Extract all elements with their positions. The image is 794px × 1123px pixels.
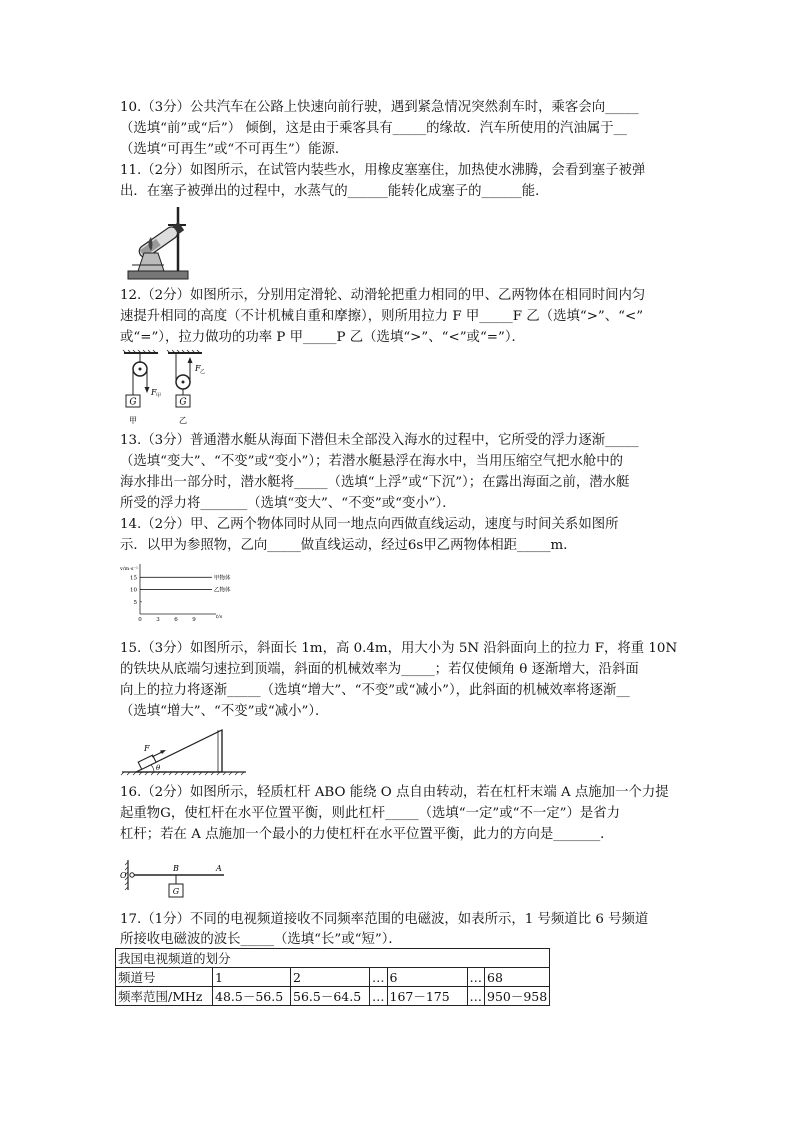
tv-channel-table — [115, 948, 550, 1006]
q14-line-2: 示．以甲为参照物，乙向_____做直线运动，经过6s甲乙两物体相距_____m． — [120, 538, 577, 553]
q17-line-1: 17.（1分）不同的电视频道接收不同频率范围的电磁波，如表所示，1 号频道比 6 号频道 — [120, 912, 649, 927]
pulley-yi-weight-label: G — [179, 397, 187, 408]
q13-line-2: （选填“变大”、“不变”或“变小”）；若潜水艇悬浮在海水中，当用压缩空气把水舱中的 — [120, 454, 624, 469]
chart-legend-entry: 乙物体 — [214, 587, 231, 594]
q15-line-1: 15.（3分）如图所示，斜面长 1m，高 0.4m，用大小为 5N 沿斜面向上的拉力 F，将重 10N — [120, 641, 678, 656]
q11-line-2: 出．在塞子被弹出的过程中，水蒸气的______能转化成塞子的______能． — [120, 184, 549, 199]
q17-line-2: 所接收电磁波的波长_____（选填“长”或“短”）． — [120, 932, 402, 947]
incline-force-label: F — [144, 744, 150, 753]
table-cell: 频道号 — [116, 968, 213, 987]
pulley-yi-force-sub: 乙 — [200, 369, 206, 375]
chart-y-axis-label: v/m·s⁻¹ — [120, 566, 139, 572]
table-cell: 48.5－56.5 — [213, 987, 291, 1006]
table-title-row — [116, 949, 550, 968]
table-cell: 1 — [213, 968, 291, 987]
pulley-yi-force-label: F — [195, 364, 201, 373]
q12-line-3: 或“=”），拉力做功的功率 P 甲_____P 乙（选填“>”、“<”或“=”）． — [120, 330, 525, 345]
q11-line-1: 11.（2分）如图所示，在试管内装些水，用橡皮塞塞住，加热使水沸腾，会看到塞子被弹 — [120, 163, 646, 178]
q13-line-1: 13.（3分）普通潜水艇从海面下潜但未全部没入海水的过程中，它所受的浮力逐渐_____ — [120, 433, 639, 448]
table-row — [116, 968, 550, 987]
q13-line-4: 所受的浮力将_______（选填“变大”、“不变”或“变小”）． — [120, 496, 456, 511]
q10-line-3: （选填“可再生”或“不可再生”）能源． — [120, 142, 349, 157]
table-cell: … — [370, 987, 388, 1006]
table-cell: … — [467, 987, 485, 1006]
chart-y-tick-label: 10 — [130, 587, 137, 594]
chart-x-axis-label: t/s — [216, 614, 223, 620]
table-cell: 6 — [387, 968, 467, 987]
q15-line-3: 向上的拉力将逐渐_____（选填“增大”、“不变”或“减小”），此斜面的机械效率将逐渐__ — [120, 683, 630, 698]
chart-y-tick-label: 15 — [130, 575, 137, 582]
q10-line-2: （选填“前”或“后”） 倾倒，这是由于乘客具有_____的缘故．汽车所使用的汽油属于__ — [120, 121, 628, 136]
table-cell: 56.5－64.5 — [291, 987, 370, 1006]
table-cell: 2 — [291, 968, 370, 987]
q15-line-4: （选填“增大”、“不变”或“减小”）． — [120, 704, 329, 719]
chart-y-tick-label: 5 — [133, 599, 137, 606]
q16-line-2: 起重物G，使杠杆在水平位置平衡，则此杠杆_____（选填“一定”或“不一定”）是省力 — [120, 806, 621, 821]
incline-figure — [118, 724, 248, 776]
lever-point-o: O — [120, 871, 127, 880]
table-cell: 68 — [485, 968, 550, 987]
test-tube-figure — [124, 203, 194, 281]
q14-line-1: 14.（2分）甲、乙两个物体同时从同一地点向西做直线运动，速度与时间关系如图所 — [120, 517, 619, 532]
pulley-jia-weight-label: G — [129, 397, 137, 408]
pulley-figure — [118, 349, 218, 429]
pulley-jia-force-sub: 甲 — [156, 393, 162, 399]
velocity-chart-svg — [118, 562, 231, 628]
table-cell: 167－175 — [387, 987, 467, 1006]
chart-x-tick-label: 9 — [192, 617, 196, 623]
incline-angle-label: θ — [156, 764, 161, 772]
lever-point-b: B — [173, 864, 179, 873]
q16-line-3: 杠杆；若在 A 点施加一个最小的力使杠杆在水平位置平衡，此力的方向是_______． — [120, 827, 614, 842]
table-cell: … — [370, 968, 388, 987]
q16-line-1: 16.（2分）如图所示，轻质杠杆 ABO 能绕 O 点自由转动，若在杠杆末端 A 点施加一个力提 — [120, 785, 669, 800]
table-title: 我国电视频道的划分 — [116, 949, 550, 968]
table-row — [116, 987, 550, 1006]
lever-weight-label: G — [172, 887, 180, 896]
pulley-jia-force-label: F — [151, 388, 157, 397]
q15-line-2: 的铁块从底端匀速拉到顶端，斜面的机械效率为_____；若仅使倾角 θ 逐渐增大，沿斜面 — [120, 662, 639, 677]
chart-x-tick-label: 3 — [156, 617, 160, 623]
chart-legend-entry: 甲物体 — [214, 575, 231, 582]
q12-line-2: 速提升相同的高度（不计机械自重和摩擦），则所用拉力 F 甲_____F 乙（选填“>”、“<” — [120, 309, 644, 324]
lever-point-a: A — [216, 864, 222, 873]
q10-line-1: 10.（3分）公共汽车在公路上快速向前行驶，遇到紧急情况突然刹车时，乘客会向_____ — [120, 100, 639, 115]
q13-line-3: 海水排出一部分时，潜水艇将_____（选填“上浮”或“下沉”）；在露出海面之前，潜水艇 — [120, 475, 630, 490]
chart-x-tick-label: 0 — [138, 617, 142, 623]
q12-line-1: 12.（2分）如图所示，分别用定滑轮、动滑轮把重力相同的甲、乙两物体在相同时间内匀 — [120, 288, 646, 303]
table-cell: … — [467, 968, 485, 987]
table-cell: 频率范围/MHz — [116, 987, 213, 1006]
lever-figure — [118, 856, 230, 902]
pulley-jia-caption: 甲 — [129, 416, 137, 425]
table-cell: 950－958 — [485, 987, 550, 1006]
velocity-chart — [118, 562, 231, 628]
pulley-yi-caption: 乙 — [179, 416, 187, 425]
chart-x-tick-label: 6 — [174, 617, 178, 623]
